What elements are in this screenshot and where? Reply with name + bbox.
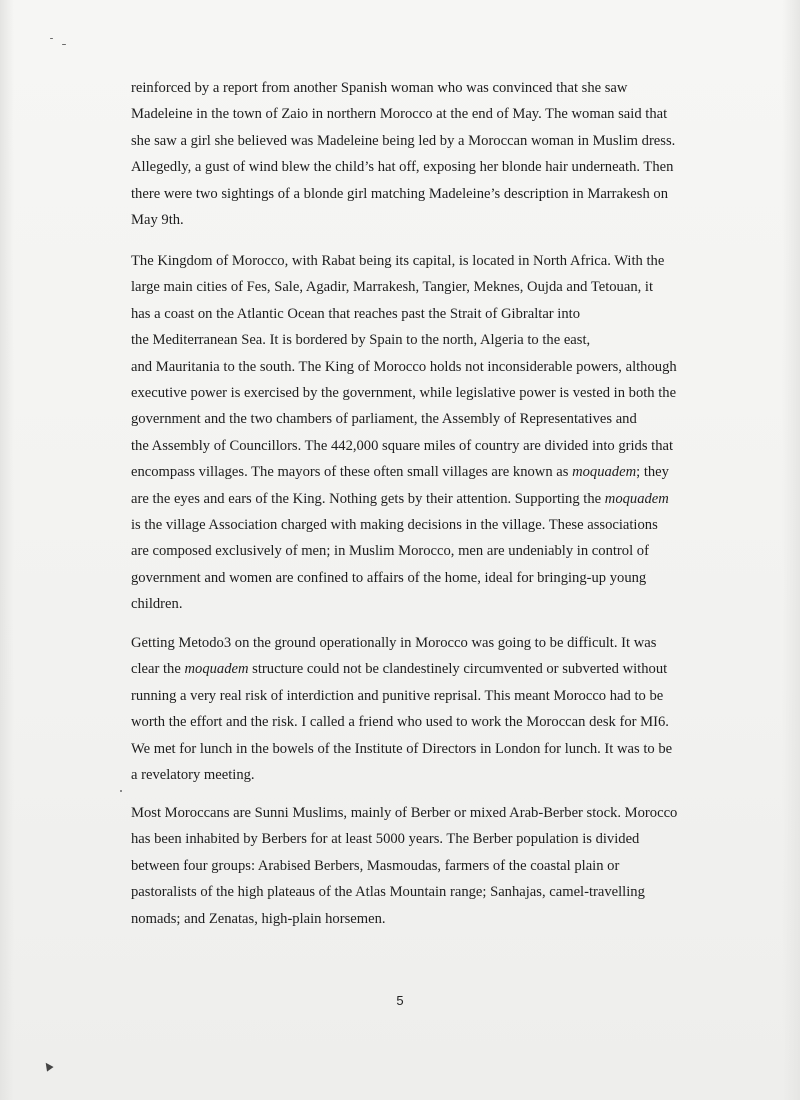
- text-line: she saw a girl she believed was Madeleine being led by a Moroccan woman in Muslim dress.: [131, 132, 676, 149]
- italic-term: moquadem: [572, 464, 637, 481]
- text-line: The Kingdom of Morocco, with Rabat being its capital, is located in North Africa. With the: [131, 253, 665, 269]
- page-number: 5: [396, 993, 404, 1008]
- text-line: the Mediterranean Sea. It is bordered by Spain to the north, Algeria to the east,: [131, 332, 591, 349]
- text-line: Getting Metodo3 on the ground operationally in Morocco was going to be difficult. It was: [131, 635, 657, 651]
- text-line: the Assembly of Councillors. The 442,000 square miles of country are divided into grids that: [131, 437, 674, 454]
- scan-speck: [50, 38, 53, 39]
- paragraph-1: [131, 75, 731, 233]
- text-line: [131, 486, 731, 512]
- text-run: are the eyes and ears of the King. Nothing gets by their attention. Supporting the: [131, 490, 605, 507]
- text-line: [131, 459, 731, 485]
- scan-shadow-left: [0, 0, 14, 1100]
- text-line: We met for lunch in the bowels of the Institute of Directors in London for lunch. It was to be: [131, 740, 673, 757]
- text-line: between four groups: Arabised Berbers, Masmoudas, farmers of the coastal plain or: [131, 857, 620, 874]
- text-line: Most Moroccans are Sunni Muslims, mainly of Berber or mixed Arab-Berber stock. Morocco: [131, 805, 678, 821]
- text-line: Allegedly, a gust of wind blew the child’s hat off, exposing her blonde hair underneath. Then: [131, 159, 674, 176]
- text-run: ; they: [636, 464, 669, 481]
- text-line: has been inhabited by Berbers for at least 5000 years. The Berber population is divided: [131, 831, 640, 848]
- text-line: worth the effort and the risk. I called a friend who used to work the Moroccan desk for MI6.: [131, 714, 669, 731]
- paragraph-3: [131, 630, 731, 788]
- italic-term: moquadem: [184, 661, 249, 678]
- text-line: [131, 656, 731, 682]
- text-line: government and women are confined to affairs of the home, ideal for bringing-up young: [131, 569, 647, 586]
- paragraph-2: [131, 248, 731, 618]
- text-line: government and the two chambers of parliament, the Assembly of Representatives and: [131, 411, 637, 428]
- text-run: structure could not be clandestinely circumvented or subverted without: [248, 661, 668, 678]
- text-line: there were two sightings of a blonde girl matching Madeleine’s description in Marrakesh on: [131, 185, 668, 202]
- text-line: and Mauritania to the south. The King of Morocco holds not inconsiderable powers, although: [131, 358, 677, 375]
- paragraph-4: [131, 800, 731, 932]
- text-line: pastoralists of the high plateaus of the Atlas Mountain range; Sanhajas, camel-travelling: [131, 884, 645, 901]
- text-line: running a very real risk of interdiction and punitive reprisal. This meant Morocco had to be: [131, 687, 664, 704]
- text-run: clear the: [131, 661, 185, 678]
- scan-speck: [62, 44, 66, 45]
- scan-shadow-right: [782, 0, 800, 1100]
- text-run: encompass villages. The mayors of these often small villages are known as: [131, 464, 573, 481]
- corner-mark-icon: [42, 1060, 53, 1071]
- text-line: are composed exclusively of men; in Muslim Morocco, men are undeniably in control of: [131, 543, 649, 560]
- text-line: has a coast on the Atlantic Ocean that reaches past the Strait of Gibraltar into: [131, 305, 581, 322]
- scan-speck: [120, 790, 122, 792]
- text-line: a revelatory meeting.: [131, 767, 255, 784]
- text-line: nomads; and Zenatas, high-plain horsemen.: [131, 910, 386, 927]
- text-line: reinforced by a report from another Spanish woman who was convinced that she saw: [131, 80, 628, 96]
- text-line: May 9th.: [131, 212, 184, 229]
- text-line: is the village Association charged with making decisions in the village. These associations: [131, 517, 658, 534]
- text-line: Madeleine in the town of Zaio in northern Morocco at the end of May. The woman said that: [131, 106, 668, 123]
- text-line: large main cities of Fes, Sale, Agadir, Marrakesh, Tangier, Meknes, Oujda and Tetouan, it: [131, 279, 654, 296]
- italic-term: moquadem: [604, 490, 669, 507]
- text-line: executive power is exercised by the government, while legislative power is vested in both the: [131, 385, 677, 402]
- text-line: children.: [131, 596, 183, 613]
